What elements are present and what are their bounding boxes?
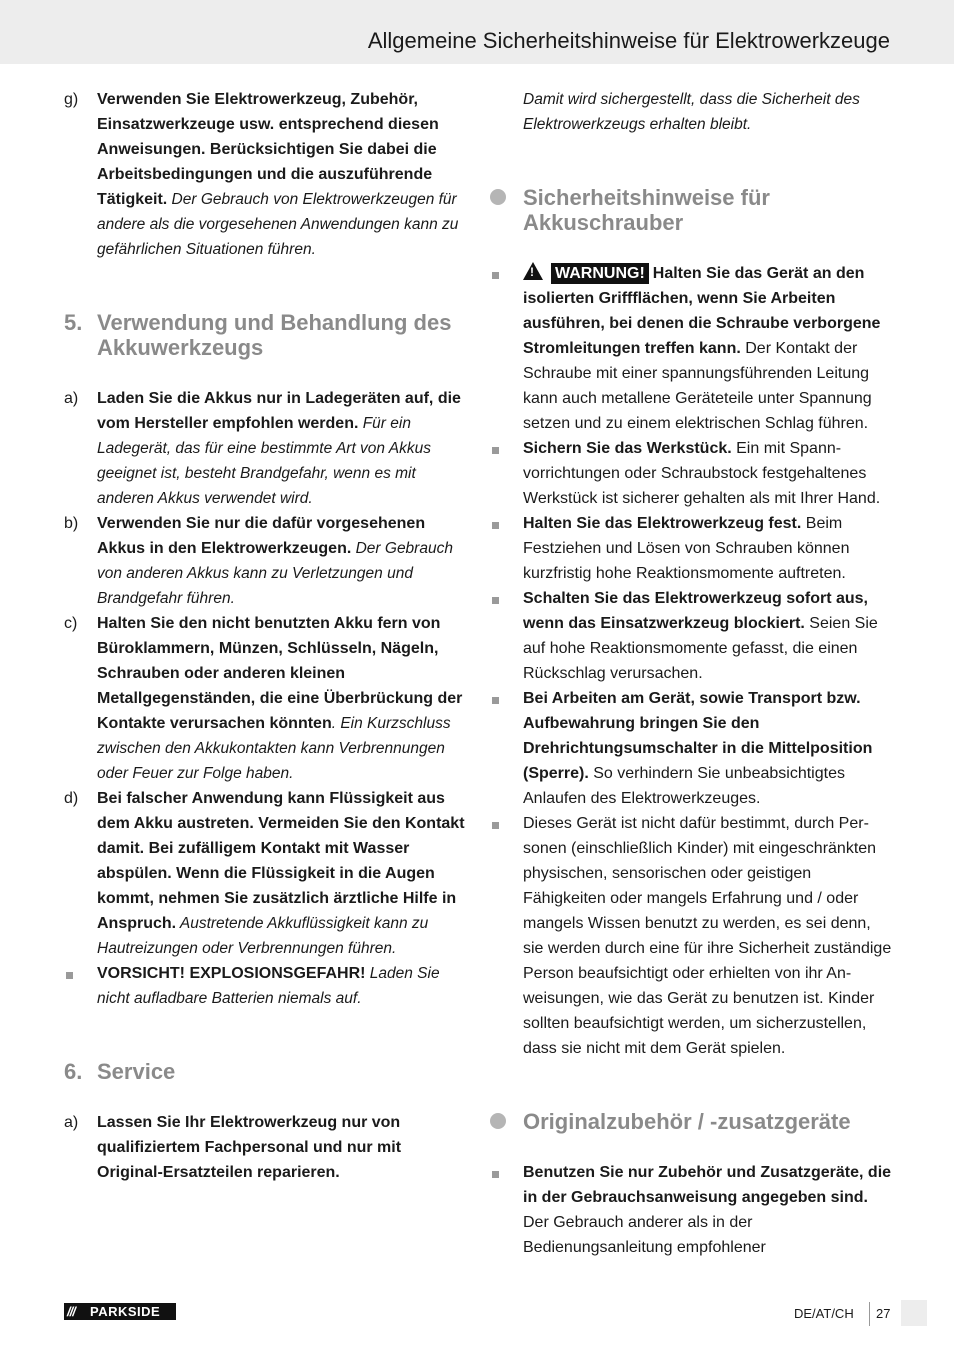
item-bold-text: Sichern Sie das Werkstück. (523, 440, 732, 457)
list-item-warning (490, 261, 892, 436)
list-item-a (64, 386, 466, 511)
footer-country-codes: DE/AT/CH (794, 1306, 854, 1321)
warning-triangle-icon (523, 262, 543, 280)
list-item (490, 811, 892, 1061)
section-heading-6 (64, 1059, 466, 1084)
footer-divider (869, 1302, 870, 1326)
page-header-title: Allgemeine Sicherheitshinweise für Elektrowerkzeuge (367, 28, 890, 53)
section-number: 5. (64, 310, 83, 335)
item-italic-text: Der Gebrauch von anderen Akkus kann zu Verletzungen und Brandgefahr führen. (97, 540, 453, 607)
list-item (490, 511, 892, 586)
logo-text: PARKSIDE (90, 1304, 161, 1319)
logo-stripes: /// (67, 1304, 75, 1319)
list-item-explosion-warning (64, 961, 466, 1011)
item-bold-text: Verwenden Sie Elektrowerkzeug, Zubehör, Einsatzwerkzeuge usw. entsprechend diesen Anweisungen. Berücksichtigen Sie dabei die Arbeitsbedingungen und die auszuführende Tätigkeit. (97, 91, 439, 208)
item-bold-text: Halten Sie das Elektrowerkzeug fest. (523, 515, 802, 532)
item-italic-text: Der Gebrauch von Elektrowerkzeugen für andere als die vorgesehenen Anwendungen kann zu gefährlichen Situationen führen. (97, 191, 459, 258)
square-bullet-icon (492, 522, 499, 529)
section-heading-zubehoer (490, 1109, 892, 1134)
section-heading-5 (64, 310, 466, 360)
list-marker: b) (64, 515, 79, 532)
list-item-g (64, 87, 466, 262)
section-heading-akku (490, 185, 892, 235)
list-item (490, 686, 892, 811)
section-title: Originalzubehör / -zusatzgeräte (523, 1109, 851, 1134)
item-normal-text: Dieses Gerät ist nicht dafür bestimmt, durch Personen (einschließlich Kinder) mit eingeschränkten physischen, sensorischen oder geistigen Fähigkeiten oder mangels Erfahrung und / oder mangels Wissen benutzt zu werden, es sei denn, sie werden durch eine für ihre Sicherheit zuständige Person beaufsichtigt oder erhielten von ihr Anweisungen, wie das Gerät zu benutzen ist. Kinder sollten beaufsichtigt werden, um sicherzustellen, dass sie nicht mit dem Gerät spielen. (523, 815, 892, 1057)
square-bullet-icon (492, 447, 499, 454)
list-marker: a) (64, 1114, 79, 1131)
item-bold-text: VORSICHT! EXPLOSIONSGEFAHR! (97, 965, 366, 982)
item-bold-text: Halten Sie den nicht benutzten Akku fern von Büroklammern, Münzen, Schlüsseln, Nägeln, Schrauben oder anderen kleinen Metallgegenständen, die eine Überbrückung der Kontakte verursachen könnten (97, 615, 463, 732)
right-column (490, 87, 892, 1260)
item-italic-text: . Ein Kurzschluss zwischen den Akkukontakten kann Verbrennungen oder Feuer zur Folge haben. (97, 715, 451, 782)
item-bold-text: Laden Sie die Akkus nur in Ladegeräten auf, die vom Hersteller empfohlen werden. (97, 390, 461, 432)
continued-text: Damit wird sichergestellt, dass die Sicherheit des Elektrowerkzeugs erhalten bleibt. (523, 91, 860, 133)
list-marker: a) (64, 390, 79, 407)
footer-box (901, 1300, 927, 1326)
item-normal-text: Ein mit Spannvorrichtungen oder Schraubstock festgehaltenes Werkstück ist sicherer gehalten als mit Ihrer Hand. (523, 440, 881, 507)
section-title: Sicherheitshinweise für Akkuschrauber (523, 185, 770, 235)
item-italic-text: Laden Sie nicht aufladbare Batterien niemals auf. (97, 965, 440, 1007)
item-italic-text: Für ein Ladegerät, das für eine bestimmte Art von Akkus geeignet ist, besteht Brandgefahr, wenn es mit anderen Akkus verwendet wird. (97, 415, 431, 507)
list-item (490, 436, 892, 511)
list-item-b (64, 511, 466, 611)
item-bold-text: Bei Arbeiten am Gerät, sowie Transport bzw. Aufbewahrung bringen Sie den Drehrichtungsumschalter in die Mittelposition (Sperre). (523, 690, 873, 782)
square-bullet-icon (492, 1171, 499, 1178)
list-item-service-a (64, 1110, 466, 1185)
square-bullet-icon (492, 272, 499, 279)
circle-bullet-icon (490, 189, 506, 205)
circle-bullet-icon (490, 1113, 506, 1129)
list-marker: d) (64, 790, 79, 807)
section-title: Verwendung und Behandlung des Akkuwerkzeugs (97, 310, 452, 360)
square-bullet-icon (492, 697, 499, 704)
item-bold-text: Bei falscher Anwendung kann Flüssigkeit aus dem Akku austreten. Vermeiden Sie den Kontakt damit. Bei zufälligem Kontakt mit Wasser abspülen. Wenn die Flüssigkeit in die Augen kommt, nehmen Sie zusätzlich ärztliche Hilfe in Anspruch. (97, 790, 465, 932)
warning-label: WARNUNG! (551, 263, 649, 284)
item-bold-text: Schalten Sie das Elektrowerkzeug sofort aus, wenn das Einsatzwerkzeug blockiert. (523, 590, 868, 632)
item-normal-text: So verhindern Sie unbeabsichtigtes Anlaufen des Elektrowerkzeuges. (523, 765, 845, 807)
item-bold-text: Verwenden Sie nur die dafür vorgesehenen Akkus in den Elektrowerkzeugen. (97, 515, 426, 557)
item-italic-text: Austretende Akkuflüssigkeit kann zu Hautreizungen oder Verbrennungen führen. (97, 915, 429, 957)
item-bold-text: Benutzen Sie nur Zubehör und Zusatzgeräte, die in der Gebrauchsanweisung angegeben sind. (523, 1164, 892, 1206)
parkside-logo (64, 1303, 176, 1320)
item-normal-text: Der Gebrauch anderer als in der Bedienungsanleitung empfohlener (523, 1214, 766, 1256)
square-bullet-icon (492, 597, 499, 604)
list-item (490, 586, 892, 686)
section-title: Service (97, 1059, 176, 1084)
left-column (64, 87, 466, 1185)
item-normal-text: Der Kontakt der Schraube mit einer spannungsführenden Leitung kann auch metallene Geräteteile unter Spannung setzen und zu einem elektrischen Schlag führen. (523, 340, 872, 432)
item-bold-text: Halten Sie das Gerät an den isolierten Griffflächen, wenn Sie Arbeiten ausführen, bei denen die Schraube verborgene Stromleitungen treffen kann. (523, 265, 881, 357)
item-bold-text: Lassen Sie Ihr Elektrowerkzeug nur von qualifiziertem Fachpersonal und nur mit Original-Ersatzteilen reparieren. (97, 1114, 402, 1181)
page-number: 27 (876, 1306, 891, 1321)
list-item-d (64, 786, 466, 961)
square-bullet-icon (492, 822, 499, 829)
list-item (490, 1160, 892, 1260)
item-normal-text: Seien Sie auf hohe Reaktionsmomente gefasst, die einen Rückschlag verursachen. (523, 615, 878, 682)
list-item-c (64, 611, 466, 786)
square-bullet-icon (66, 972, 73, 979)
list-marker: c) (64, 615, 78, 632)
item-normal-text: Beim Festziehen und Lösen von Schrauben können kurzfristig hohe Reaktionsmomente auftreten. (523, 515, 850, 582)
section-number: 6. (64, 1059, 83, 1084)
list-marker: g) (64, 91, 79, 108)
